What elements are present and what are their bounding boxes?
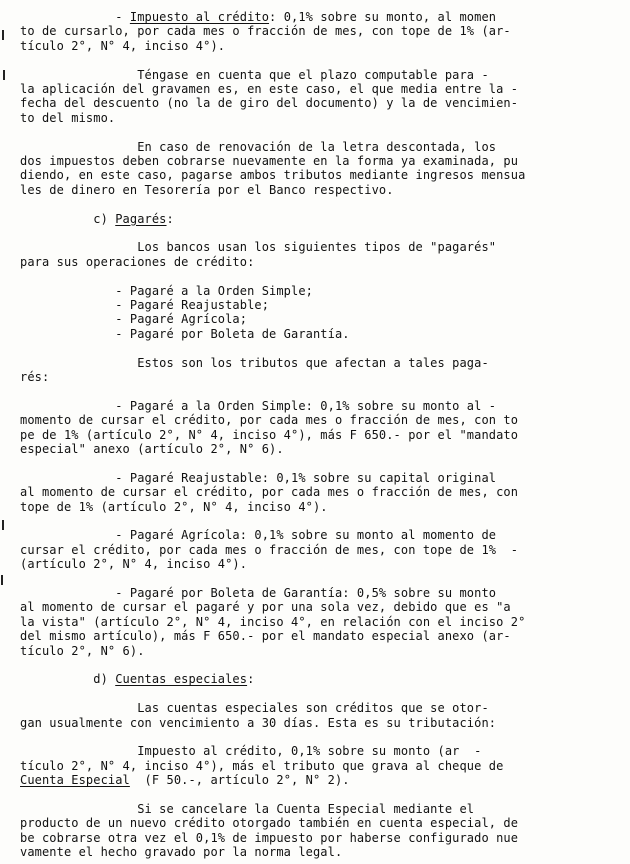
text-line bbox=[20, 399, 612, 413]
line-text: (artículo 2°, N° 4, inciso 4°). bbox=[20, 557, 248, 572]
line-text: - Pagaré Agrícola: 0,1% sobre su monto al momento de bbox=[20, 528, 497, 543]
line-text: les de dinero en Tesorería por el Banco respectivo. bbox=[20, 182, 394, 197]
text-line bbox=[20, 384, 612, 398]
text-line bbox=[20, 370, 612, 384]
scan-artifact bbox=[3, 70, 5, 80]
underlined-text: Impuesto al crédito bbox=[129, 10, 270, 24]
line-text: - Pagaré Reajustable: 0,1% sobre su capital original bbox=[20, 470, 497, 485]
text-line bbox=[20, 140, 612, 154]
text-line bbox=[20, 255, 612, 269]
text-line bbox=[20, 298, 612, 312]
line-text: la vista" (artículo 2°, N° 4, inciso 4°, en relación con el inciso 2° bbox=[20, 614, 526, 629]
text-line bbox=[20, 442, 612, 456]
text-line bbox=[20, 557, 612, 571]
underlined-text: Pagarés bbox=[115, 211, 167, 226]
scan-artifact bbox=[2, 30, 4, 40]
text-line bbox=[20, 428, 612, 442]
text-line bbox=[20, 68, 612, 82]
text-line bbox=[20, 284, 612, 298]
line-text: - Pagaré Reajustable; bbox=[20, 298, 270, 312]
text-line bbox=[20, 730, 612, 744]
line-text: momento de cursar el crédito, por cada mes o fracción de mes, con to bbox=[20, 413, 519, 428]
text-line bbox=[20, 226, 612, 240]
text-line bbox=[20, 413, 612, 427]
text-line bbox=[20, 802, 612, 816]
text-line bbox=[20, 716, 612, 730]
text-line bbox=[20, 687, 612, 701]
line-text: tículo 2°, N° 4, inciso 4°). bbox=[20, 38, 226, 53]
line-text-tail: : bbox=[247, 672, 255, 687]
line-text: tículo 2°, N° 6). bbox=[20, 643, 145, 658]
line-text: En caso de renovación de la letra descontada, los bbox=[20, 139, 497, 154]
line-text: d) bbox=[20, 672, 116, 687]
text-line bbox=[20, 845, 612, 859]
text-line bbox=[20, 672, 612, 686]
line-text: rés: bbox=[20, 370, 50, 384]
line-text: pe de 1% (artículo 2°, N° 4, inciso 4°), más F 650.- por el "mandato bbox=[20, 427, 519, 442]
scan-artifact bbox=[2, 520, 4, 530]
line-text: producto de un nuevo crédito otorgado también en cuenta especial, de bbox=[20, 816, 519, 831]
text-line bbox=[20, 615, 612, 629]
text-line bbox=[20, 168, 612, 182]
line-text: Téngase en cuenta que el plazo computable para - bbox=[20, 67, 489, 82]
line-text: to de cursarlo, por cada mes o fracción de mes, con tope de 1% (ar- bbox=[20, 24, 511, 39]
text-line bbox=[20, 629, 612, 643]
text-line bbox=[20, 572, 612, 586]
text-line bbox=[20, 644, 612, 658]
text-line bbox=[20, 744, 612, 758]
text-line bbox=[20, 24, 612, 38]
text-line bbox=[20, 816, 612, 830]
text-line bbox=[20, 96, 612, 110]
text-line bbox=[20, 759, 612, 773]
text-line bbox=[20, 600, 612, 614]
text-line bbox=[20, 788, 612, 802]
line-text: Impuesto al crédito, 0,1% sobre su monto (ar - bbox=[20, 744, 482, 759]
underlined-text: Cuenta Especial bbox=[20, 773, 130, 788]
text-line bbox=[20, 39, 612, 53]
text-line bbox=[20, 500, 612, 514]
text-line bbox=[20, 212, 612, 226]
line-text-tail: (F 50.-, artículo 2°, N° 2). bbox=[129, 773, 350, 788]
line-text: especial" anexo (artículo 2°, N° 6). bbox=[20, 442, 284, 456]
scan-artifact bbox=[1, 575, 3, 585]
text-line bbox=[20, 456, 612, 470]
text-line bbox=[20, 183, 612, 197]
text-line bbox=[20, 111, 612, 125]
text-line bbox=[20, 125, 612, 139]
line-text: - Pagaré a la Orden Simple: 0,1% sobre su monto al - bbox=[20, 398, 497, 413]
text-line bbox=[20, 586, 612, 600]
line-text: c) bbox=[20, 211, 116, 226]
line-text: tículo 2°, N° 4, inciso 4°), más el tributo que grava al cheque de bbox=[20, 758, 504, 773]
line-text-tail: : bbox=[166, 211, 174, 226]
line-text: al momento de cursar el crédito, por cada mes o fracción de mes, con bbox=[20, 485, 519, 500]
text-line bbox=[20, 514, 612, 528]
text-line bbox=[20, 10, 612, 24]
text-line bbox=[20, 471, 612, 485]
text-line bbox=[20, 831, 612, 845]
text-line bbox=[20, 327, 612, 341]
line-text: - Pagaré Agrícola; bbox=[20, 312, 248, 327]
line-text: vamente el hecho gravado por la norma legal. bbox=[20, 845, 343, 860]
text-line bbox=[20, 312, 612, 326]
line-text: - Pagaré a la Orden Simple; bbox=[20, 283, 313, 298]
text-line bbox=[20, 82, 612, 96]
line-text: fecha del descuento (no la de giro del documento) y la de vencimien- bbox=[20, 96, 519, 111]
underlined-text: Cuentas especiales bbox=[115, 672, 248, 687]
line-text: para sus operaciones de crédito: bbox=[20, 254, 255, 269]
line-text: gan usualmente con vencimiento a 30 días. Esta es su tributación: bbox=[20, 715, 497, 730]
line-text: Estos son los tributos que afectan a tales paga- bbox=[20, 355, 489, 370]
text-line bbox=[20, 773, 612, 787]
text-line bbox=[20, 528, 612, 542]
line-text: be cobrarse otra vez el 0,1% de impuesto por haberse configurado nue bbox=[20, 830, 519, 845]
line-text: to del mismo. bbox=[20, 110, 116, 125]
text-line bbox=[20, 53, 612, 67]
text-line bbox=[20, 197, 612, 211]
text-line bbox=[20, 341, 612, 355]
line-text: tope de 1% (artículo 2°, N° 4, inciso 4°). bbox=[20, 499, 328, 514]
text-line bbox=[20, 356, 612, 370]
text-line bbox=[20, 485, 612, 499]
line-text: Las cuentas especiales son créditos que se otor- bbox=[20, 701, 489, 716]
line-text: - Pagaré por Boleta de Garantía: 0,5% sobre su monto bbox=[20, 586, 497, 600]
line-text: Si se cancelare la Cuenta Especial mediante el bbox=[20, 802, 475, 816]
line-text: cursar el crédito, por cada mes o fracción de mes, con tope de 1% - bbox=[20, 542, 519, 557]
line-text: diendo, en este caso, pagarse ambos tributos mediante ingresos mensua bbox=[20, 168, 526, 183]
text-line bbox=[20, 701, 612, 715]
text-line bbox=[20, 543, 612, 557]
line-text: dos impuestos deben cobrarse nuevamente en la forma ya examinada, pu bbox=[20, 154, 519, 168]
line-text-tail: : 0,1% sobre su monto, al momen bbox=[269, 10, 497, 24]
line-text: la aplicación del gravamen es, en este caso, el que media entre la - bbox=[20, 82, 519, 96]
line-text: al momento de cursar el pagaré y por una sola vez, debido que es "a bbox=[20, 600, 511, 615]
line-text: del mismo artículo), más F 650.- por el mandato especial anexo (ar- bbox=[20, 629, 511, 644]
line-text: Los bancos usan los siguientes tipos de "pagarés" bbox=[20, 240, 497, 255]
text-line bbox=[20, 154, 612, 168]
line-text: - Pagaré por Boleta de Garantía. bbox=[20, 326, 350, 341]
line-text: - bbox=[20, 10, 130, 24]
text-line bbox=[20, 269, 612, 283]
text-line bbox=[20, 658, 612, 672]
text-line bbox=[20, 240, 612, 254]
